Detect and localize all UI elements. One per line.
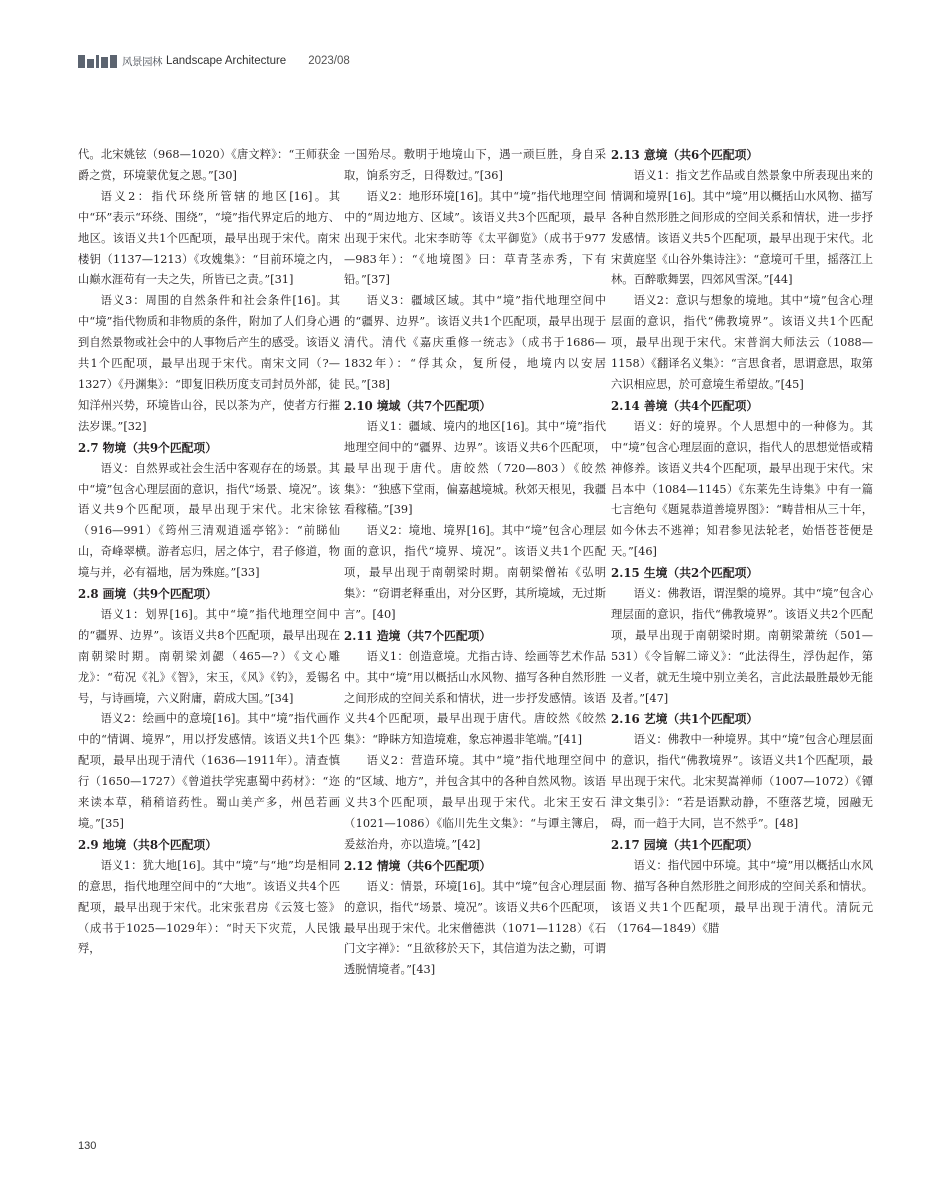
section-heading: 2.8 画境（共9个匹配项）: [78, 587, 218, 602]
body-paragraph: 代。北宋姚铉（968—1020）《唐文粹》：“王师获金爵之赏，环境蒙优复之恩。”[30]: [78, 148, 340, 182]
journal-header: [78, 50, 350, 72]
section-heading: 2.12 情境（共6个匹配项）: [344, 858, 492, 873]
section-heading: 2.16 艺境（共1个匹配项）: [611, 712, 759, 727]
body-paragraph: 语义2：地形环境[16]。其中“境”指代地理空间中的“周边地方、区域”。该语义共3个匹配项，最早出现于宋代。北宋李昉等《太平御览》（成书于977—983年）：“《地境图》曰：草青茎赤秀，下有铅。”[37]: [344, 189, 606, 287]
body-paragraph: 语义2：营造环境。其中“境”指代地理空间中的“区域、地方”，并包含其中的各种自然风物。该语义共3个匹配项，最早出现于宋代。北宋王安石（1021—1086）《临川先生文集》：“与谭主簿启，爰兹治舟，亦以造境。”[42]: [344, 754, 606, 851]
body-paragraph: 语义1：疆域、境内的地区[16]。其中“境”指代地理空间中的“疆界、边界”。该语义共6个匹配项，最早出现于唐代。唐皎然（720—803）《皎然集》：“独感下堂雨，偏嘉越境城。秋郊天根见，我疆看稼穑。”[39]: [344, 419, 606, 517]
body-paragraph: 语义1：创造意境。尤指古诗、绘画等艺术作品中。其中“境”用以概括山水风物、描写各种自然形胜之间形成的空间关系和情状，进一步抒发感情。该语义共4个匹配项，最早出现于唐代。唐皎然《皎然集》：“睁眛方知造境难，象忘神遏非笔端。”[41]: [344, 649, 606, 747]
body-paragraph: 语义1：指文艺作品或自然景象中所表现出来的情调和境界[16]。其中“境”用以概括山水风物、描写各种自然形胜之间形成的空间关系和情状，进一步抒发感情。该语义共5个匹配项，最早出现于宋代。北宋黄庭坚《山谷外集诗注》：“意境可千里，摇落江上林。百醉歌舞罢，四郊风雪深。”[44]: [611, 168, 873, 287]
text-column-3: [611, 145, 873, 939]
journal-logo-icon: [78, 55, 117, 68]
body-paragraph: 语义3：疆域区域。其中“境”指代地理空间中的“疆界、边界”。该语义共1个匹配项，最早出现于清代。清代《嘉庆重修一统志》（成书于1686—1832年）：“俘其众，复所侵，地境内以安居民。”[38]: [344, 294, 606, 391]
section-heading: 2.9 地境（共8个匹配项）: [78, 837, 218, 852]
journal-name-chinese: 风景园林: [122, 55, 162, 68]
body-paragraph: 语义：指代园中环境。其中“境”用以概括山水风物、描写各种自然形胜之间形成的空间关系和情状。该语义共1个匹配项，最早出现于清代。清阮元（1764—1849）《腊: [611, 858, 873, 935]
section-heading: 2.14 善境（共4个匹配项）: [611, 398, 759, 413]
body-paragraph: 语义2：境地、境界[16]。其中“境”包含心理层面的意识，指代“境界、境况”。该语义共1个匹配项，最早出现于南朝梁时期。南朝梁僧祐《弘明集》：“窃谓老释重出，对分区野，其所境域，无过斯言”。[40]: [344, 524, 606, 621]
section-heading: 2.15 生境（共2个匹配项）: [611, 566, 759, 581]
section-heading: 2.13 意境（共6个匹配项）: [611, 148, 759, 162]
journal-name-english: Landscape Architecture: [166, 55, 287, 67]
body-paragraph: 语义：佛教中一种境界。其中“境”包含心理层面的意识，指代“佛教境界”。该语义共1个匹配项，最早出现于宋代。北宋契嵩禅师（1007—1072）《镡津文集引》：“若是语默动静，不堕落艺境，园融无碍，而一趋于大同，岂不然乎”。[48]: [611, 733, 873, 830]
section-heading: 2.7 物境（共9个匹配项）: [78, 440, 218, 455]
body-paragraph: 语义2：绘画中的意境[16]。其中“境”指代画作中的“情调、境界”，用以抒发感情。该语义共1个匹配项，最早出现于清代（1636—1911年）。清查慎行（1650—1727）《曾道扶学宪惠蜀中药材》：“迩来读本草，稍稍谙药性。蜀山美产多，州邑若画境。”[35]: [78, 712, 340, 830]
body-paragraph: 一国殆尽。敷明于地境山下，遇一顽巨胜，身自采取，饷系穷乏，日得数过。”[36]: [344, 148, 606, 182]
body-paragraph: 语义2：指代环绕所管辖的地区[16]。其中“环”表示“环绕、围绕”，“境”指代界定后的地方、地区。该语义共1个匹配项，最早出现于宋代。南宋楼钥（1137—1213）《攻媿集》：“目前环境之内，山巅水涯苟有一夫之失，所皆已之责。”[31]: [78, 189, 340, 287]
text-column-2: [344, 145, 606, 981]
section-heading: 2.17 园境（共1个匹配项）: [611, 837, 759, 852]
body-paragraph: 语义2：意识与想象的境地。其中“境”包含心理层面的意识，指代“佛教境界”。该语义共1个匹配项，最早出现于宋代。宋普润大师法云（1088—1158）《翻译名义集》：“言思食者，思谓意思，取第六识相应思，於可意境生希望故。”[45]: [611, 294, 873, 391]
section-heading: 2.11 造境（共7个匹配项）: [344, 628, 492, 643]
body-paragraph: 语义：佛教语，谓涅槃的境界。其中“境”包含心理层面的意识，指代“佛教境界”。该语义共2个匹配项，最早出现于南朝梁时期。南朝梁萧统（501—531）《令旨解二谛义》：“此法得生，浮伪起作，第一义者，就无生境中别立美名，言此法最胜最妙无能及者。”[47]: [611, 587, 873, 705]
body-paragraph: 语义：好的境界。个人思想中的一种修为。其中“境”包含心理层面的意识，指代人的思想觉悟或精神修养。该语义共4个匹配项，最早出现于宋代。宋吕本中（1084—1145）《东莱先生诗集》中有一篇七言绝句《题晁恭道善境界图》：“畴昔相从三十年，如今休去不逃禅；知君参见法轮老，始悟苍苍便是天。”[46]: [611, 419, 873, 559]
text-column-1: [78, 145, 340, 960]
body-paragraph: 语义：自然界或社会生活中客观存在的场景。其中“境”包含心理层面的意识，指代“场景、境况”。该语义共9个匹配项，最早出现于宋代。北宋徐铉（916—991）《筠州三清观逍遥亭铭》：“前睇仙山，奇峰翠横。游者忘归，居之体宁，君子修道，物境与并，必有福地，居为殊庭。”[33]: [78, 461, 340, 580]
issue-number: 2023/08: [308, 55, 350, 67]
body-paragraph: 语义1：犹大地[16]。其中“境”与“地”均是相同的意思，指代地理空间中的“大地”。该语义共4个匹配项，最早出现于宋代。北宋张君房《云笈七签》（成书于1025—1029年）：“时天下灾荒，人民饿殍，: [78, 858, 340, 956]
body-paragraph: 语义1：划界[16]。其中“境”指代地理空间中的“疆界、边界”。该语义共8个匹配项，最早出现在南朝梁时期。南朝梁刘勰（465—?）《文心雕龙》：“荀况《礼》《智》，宋玉，《风》《钓》，爰锡名号，与诗画境，六义附庸，蔚成大国。”[34]: [78, 607, 340, 705]
body-paragraph: 语义：情景，环境[16]。其中“境”包含心理层面的意识，指代“场景、境况”。该语义共6个匹配项，最早出现于宋代。北宋僧德洪（1071—1128）《石门文字禅》：“且欲移於天下，其信道为法之勤，可谓透脱情境者。”[43]: [344, 879, 606, 977]
body-paragraph: 语义3：周围的自然条件和社会条件[16]。其中“境”指代物质和非物质的条件，附加了人们身心遇到自然景物或社会中的人事物后产生的感受。该语义共1个匹配项，最早出现于宋代。南宋文同（?—1327）《丹渊集》：“即复旧秩历度支司封员外部，徒知洋州兴势，环境皆山谷，民以茶为产，使者方行摧法岁课。”[32]: [78, 294, 340, 433]
section-heading: 2.10 境域（共7个匹配项）: [344, 398, 492, 413]
page-number: 130: [78, 1140, 97, 1152]
